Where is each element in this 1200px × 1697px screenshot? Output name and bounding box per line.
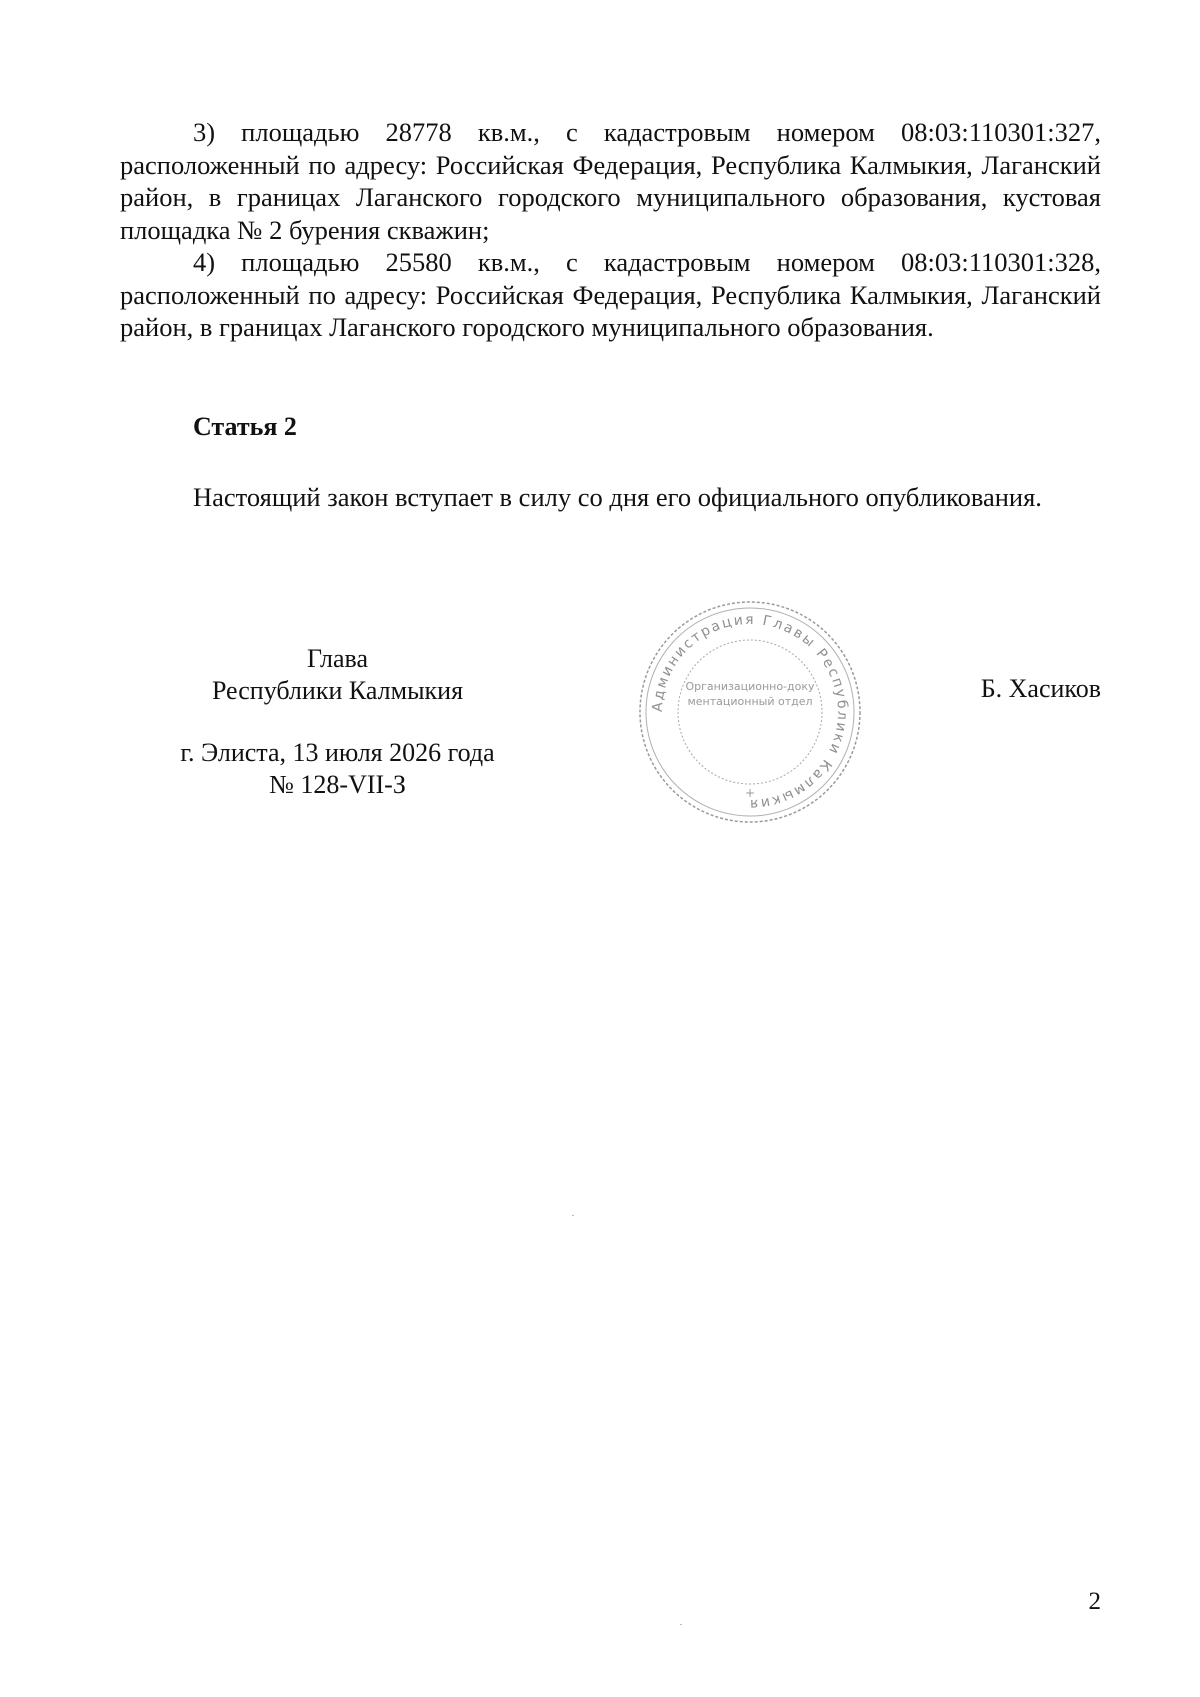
place-date-block bbox=[150, 737, 525, 801]
law-number: № 128-VII-З bbox=[269, 770, 406, 799]
place-date: г. Элиста, 13 июля 2026 года bbox=[180, 738, 495, 767]
svg-text:+: + bbox=[744, 786, 756, 800]
document-body bbox=[120, 116, 1101, 344]
list-item-4: 4) площадью 25580 кв.м., с кадастровым номером 08:03:110301:328, расположенный по адресу: Российская Федерация, Республика Калмыкия, Лаганский район, в границах Лаганского городского муниципального образования. bbox=[120, 247, 1101, 342]
signatory-title-line1: Глава bbox=[306, 644, 369, 673]
signatory-title-line2: Республики Калмыкия bbox=[211, 676, 464, 705]
page-number: 2 bbox=[1088, 1588, 1101, 1615]
official-seal bbox=[635, 597, 865, 827]
list-item-3: 3) площадью 28778 кв.м., с кадастровым номером 08:03:110301:327, расположенный по адресу: Российская Федерация, Республика Калмыкия, Лаганский район, в границах Лаганского городского муниципального образования, кустовая площадка № 2 бурения скважин; bbox=[120, 117, 1101, 245]
article-text: Настоящий закон вступает в силу со дня его официального опубликования. bbox=[193, 482, 1042, 512]
seal-inner-text: Организационно-документационный отдел bbox=[685, 680, 815, 708]
signatory-title bbox=[160, 643, 515, 707]
signatory-name: Б. Хасиков bbox=[980, 674, 1101, 703]
scan-speck bbox=[572, 1215, 574, 1216]
article-paragraph bbox=[120, 481, 1101, 514]
scan-speck bbox=[680, 1624, 682, 1625]
article-heading: Статья 2 bbox=[193, 412, 297, 441]
seal-outer-text: Администрация Главы Республики Калмыкия bbox=[649, 611, 851, 813]
